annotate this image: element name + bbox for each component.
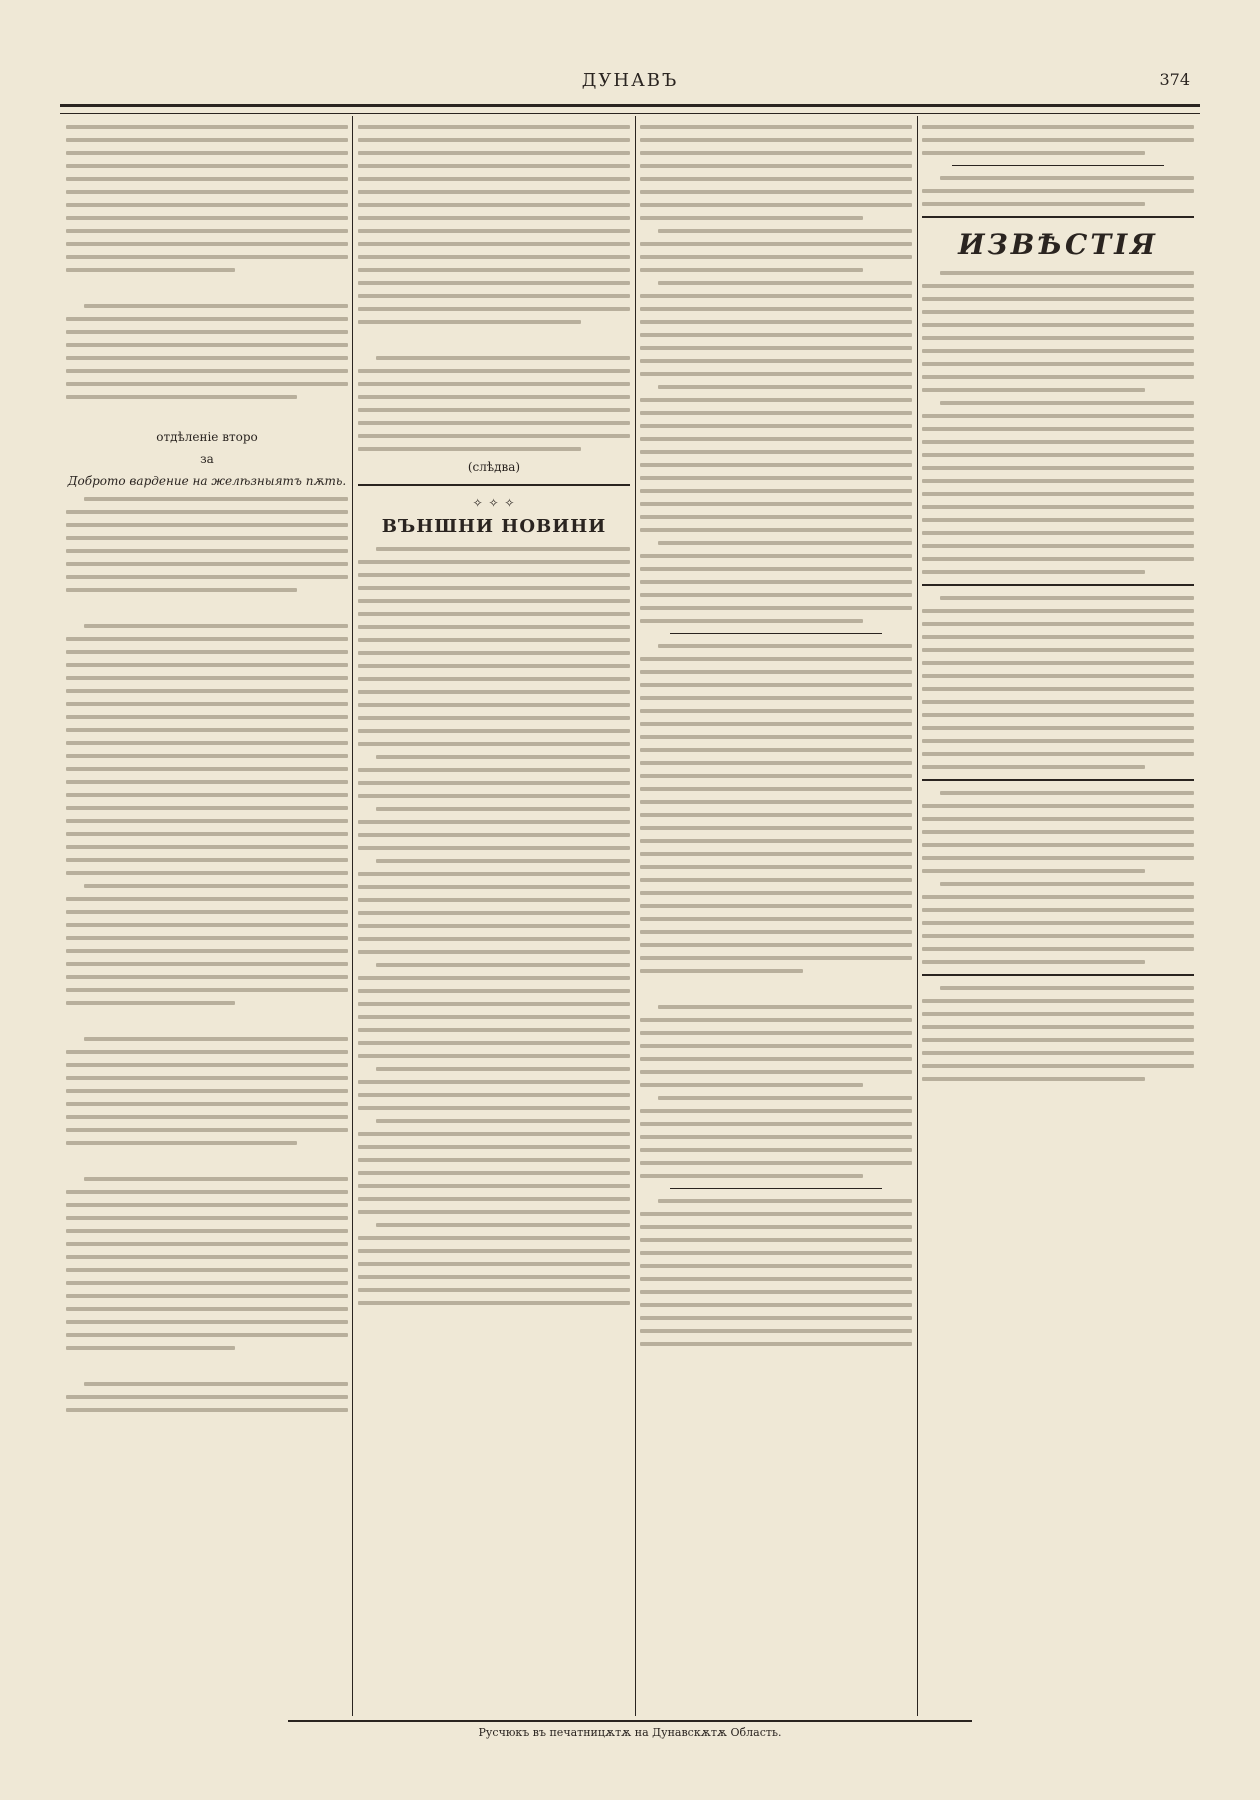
subsection-heading: отдѣленіе второ: [156, 430, 258, 444]
column-4: [922, 116, 1194, 1716]
article-divider: [670, 633, 882, 634]
printer-imprint: Русчюкъ въ печатницѫтѫ на Дунавскѫтѫ Область.: [478, 1726, 782, 1739]
article-sign-off: (слѣдва): [467, 460, 521, 474]
section-divider: [358, 484, 630, 486]
page-footer: [60, 1720, 1200, 1739]
subsection-heading-connector: за: [200, 452, 214, 466]
footer-rule: [288, 1720, 972, 1722]
foreign-news-heading: ВЪНШНИ НОВИНИ: [381, 516, 607, 537]
column-1: [66, 116, 348, 1716]
page-number: 374: [1159, 70, 1190, 89]
section-divider: [922, 584, 1194, 586]
section-divider: [922, 779, 1194, 781]
column-2: [358, 116, 630, 1716]
column-3: [640, 116, 912, 1716]
masthead: [60, 60, 1200, 100]
article-divider: [952, 165, 1164, 166]
subsection-heading-title: Доброто вардение на желѣзныятъ пѫть.: [67, 474, 347, 488]
newspaper-title: ДУНАВЪ: [581, 70, 679, 91]
notices-heading: ИЗВѢСТІЯ: [958, 228, 1158, 261]
newspaper-page: [60, 60, 1200, 1750]
article-divider: [670, 1188, 882, 1189]
text-columns: [60, 116, 1200, 1716]
section-divider: [922, 216, 1194, 218]
masthead-rule: [60, 104, 1200, 114]
section-divider: [922, 974, 1194, 976]
decorative-ornament: ✧ ✧ ✧: [472, 496, 516, 510]
